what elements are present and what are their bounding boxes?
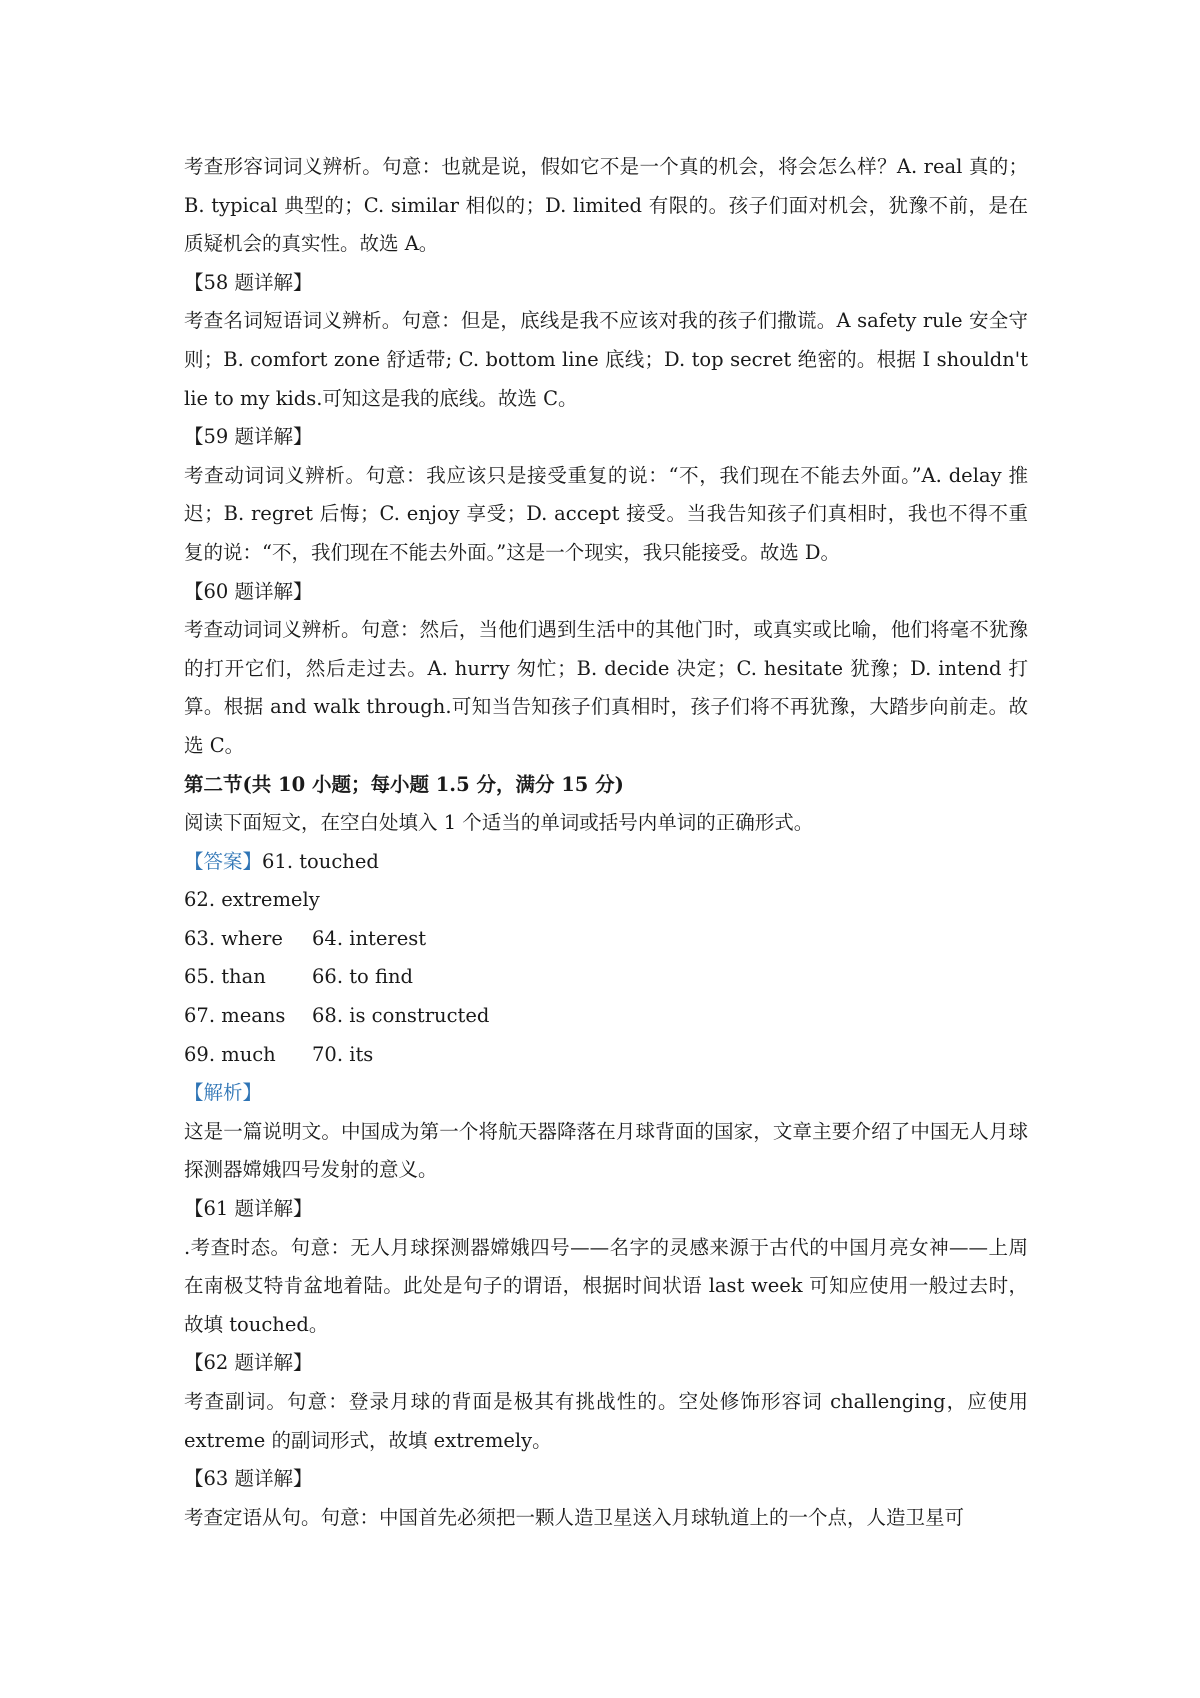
paragraph-q60-explanation: 考查动词词义辨析。句意：然后，当他们遇到生活中的其他门时，或真实或比喻，他们将毫不犹豫的打开它们，然后走过去。A. hurry 匆忙；B. decide 决定；C. hesitate 犹豫；D. intend 打算。根据 and walk through.可知当告知孩子们真相时，孩子们将不再犹豫，大踏步向前走。故选 C。 — [184, 618, 1028, 757]
answer-row-3 — [184, 920, 1028, 959]
answer-61: 61. touched — [262, 849, 379, 873]
heading-q62: 【62 题详解】 — [184, 1351, 313, 1375]
answer-label: 【答案】 — [184, 849, 263, 873]
heading-q63: 【63 题详解】 — [184, 1467, 313, 1491]
answer-63: 63. where — [184, 926, 283, 950]
heading-q59: 【59 题详解】 — [184, 425, 313, 449]
paragraph-q61-explanation: .考查时态。句意：无人月球探测器嫦娥四号——名字的灵感来源于古代的中国月亮女神——上周在南极艾特肯盆地着陆。此处是句子的谓语，根据时间状语 last week 可知应使用一般过去时，故填 touched。 — [184, 1235, 1028, 1336]
answer-66: 66. to find — [312, 965, 414, 989]
passage-summary: 这是一篇说明文。中国成为第一个将航天器降落在月球背面的国家，文章主要介绍了中国无人月球探测器嫦娥四号发射的意义。 — [184, 1119, 1028, 1182]
answer-70: 70. its — [312, 1042, 374, 1066]
answer-row-5 — [184, 997, 1028, 1036]
paragraph-q57-explanation: 考查形容词词义辨析。句意：也就是说，假如它不是一个真的机会，将会怎么样？A. real 真的；B. typical 典型的；C. similar 相似的；D. limited 有限的。孩子们面对机会，犹豫不前，是在质疑机会的真实性。故选 A。 — [184, 155, 1028, 256]
paragraph-q58-explanation: 考查名词短语词义辨析。句意：但是，底线是我不应该对我的孩子们撒谎。A safety rule 安全守则；B. comfort zone 舒适带; C. bottom line 底线；D. top secret 绝密的。根据 I shouldn't lie to my kids.可知这是我的底线。故选 C。 — [184, 309, 1028, 410]
answer-row-6 — [184, 1036, 1028, 1075]
answer-row-2 — [184, 881, 1028, 920]
section-two-heading: 第二节(共 10 小题；每小题 1.5 分，满分 15 分) — [184, 772, 624, 796]
document-content — [184, 148, 1028, 1537]
section-two-instructions: 阅读下面短文，在空白处填入 1 个适当的单词或括号内单词的正确形式。 — [184, 811, 814, 835]
heading-q60: 【60 题详解】 — [184, 579, 313, 603]
answer-64: 64. interest — [312, 926, 427, 950]
analysis-label: 【解析】 — [184, 1081, 263, 1105]
answer-68: 68. is constructed — [312, 1004, 490, 1028]
answer-69: 69. much — [184, 1042, 276, 1066]
heading-q61: 【61 题详解】 — [184, 1197, 313, 1221]
paragraph-q59-explanation: 考查动词词义辨析。句意：我应该只是接受重复的说：“不，我们现在不能去外面。”A. delay 推迟；B. regret 后悔；C. enjoy 享受；D. accept 接受。当我告知孩子们真相时，我也不得不重复的说：“不，我们现在不能去外面。”这是一个现实，我只能接受。故选 D。 — [184, 463, 1028, 564]
answer-62: 62. extremely — [184, 888, 320, 912]
paragraph-q62-explanation: 考查副词。句意：登录月球的背面是极其有挑战性的。空处修饰形容词 challenging，应使用 extreme 的副词形式，故填 extremely。 — [184, 1390, 1028, 1452]
answer-row-4 — [184, 958, 1028, 997]
answer-65: 65. than — [184, 965, 266, 989]
paragraph-q63-explanation: 考查定语从句。句意：中国首先必须把一颗人造卫星送入月球轨道上的一个点，人造卫星可 — [184, 1505, 965, 1529]
answer-67: 67. means — [184, 1004, 286, 1028]
heading-q58: 【58 题详解】 — [184, 270, 313, 294]
answer-row-1 — [184, 843, 1028, 882]
